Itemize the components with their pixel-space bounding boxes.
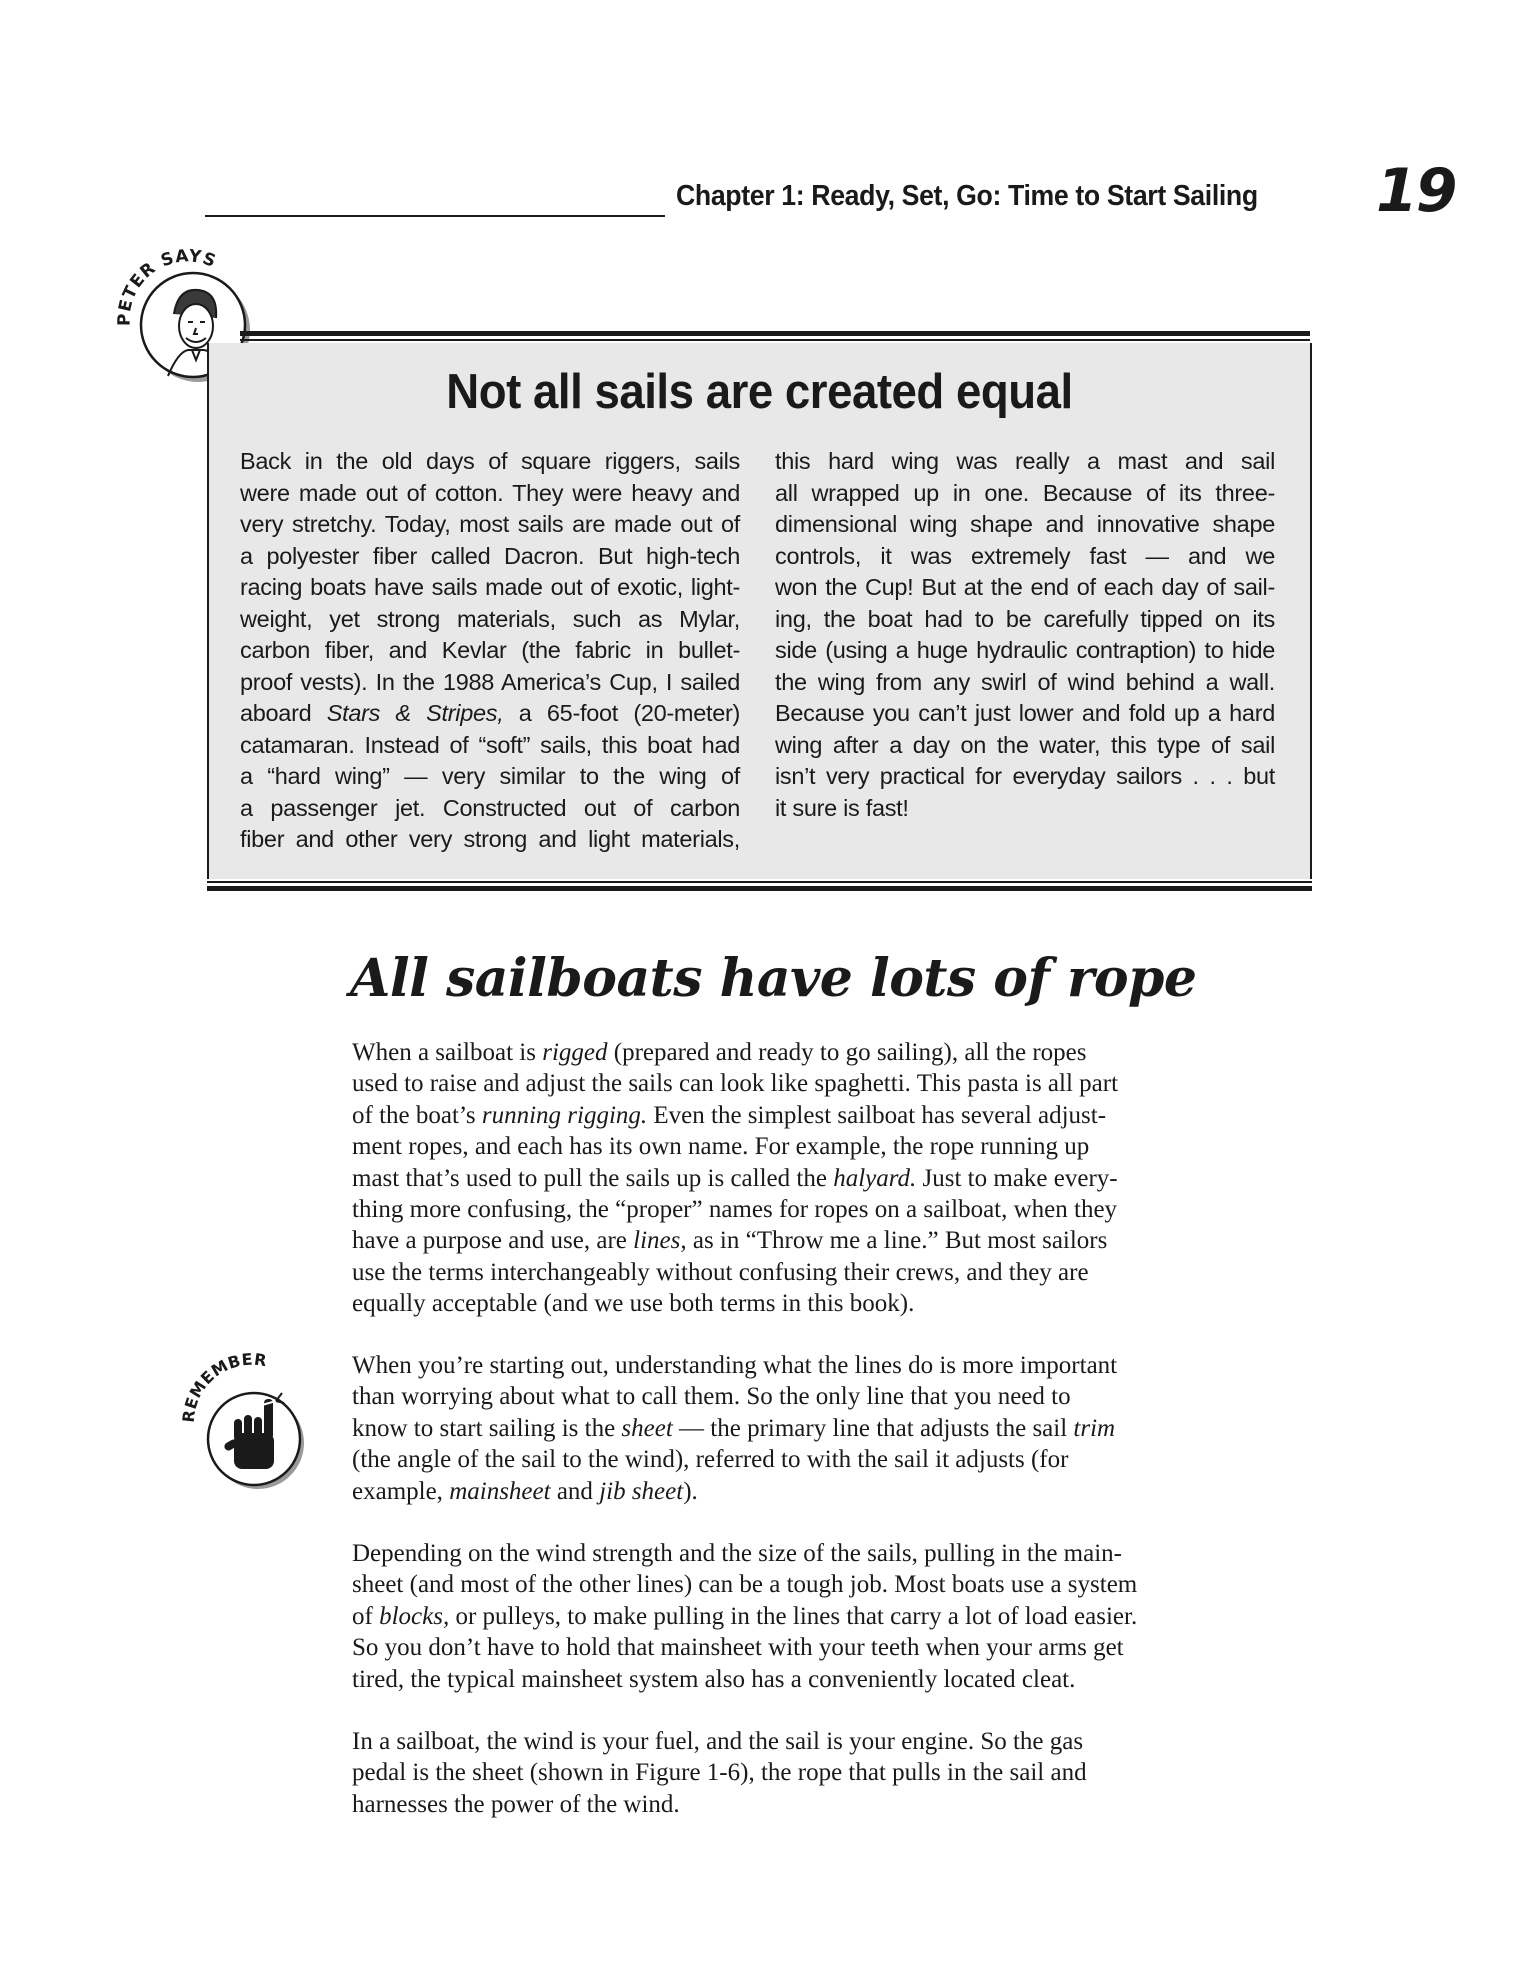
sidebar-line: side (using a huge hydraulic contraption) to hide [775, 637, 1275, 663]
text: When a sailboat is [352, 1039, 536, 1066]
sidebar-line: a “hard wing” — very similar to the wing of [240, 763, 740, 789]
text-line [352, 1163, 1312, 1194]
sidebar-line: very stretchy. Today, most sails are made out of [240, 511, 740, 537]
text: — the primary line that adjusts the sail [679, 1414, 1068, 1442]
section-heading: All sailboats have lots of rope [350, 948, 1197, 1009]
paragraph-blocks [352, 1538, 1312, 1695]
sidebar-line: it sure is fast! [775, 794, 909, 821]
text: and [556, 1477, 593, 1505]
term: mainsheet [449, 1477, 551, 1505]
text-line [352, 1100, 1312, 1131]
term: halyard. [833, 1164, 917, 1192]
sidebar-line: the wing from any swirl of wind behind a wall. [775, 668, 1275, 695]
text: or pulleys, to make pulling in the lines that carry a lot of load easier. [455, 1602, 1138, 1630]
text: ). [683, 1477, 698, 1505]
sidebar-line [240, 698, 740, 730]
sidebar-line: fiber and other very strong and light materials, [240, 826, 740, 852]
peter-says-label: PETER SAYS [114, 248, 220, 327]
text-line: harnesses the power of the wind. [352, 1790, 680, 1818]
sidebar-top-rule-thick [240, 331, 1310, 336]
sidebar-text: aboard [240, 700, 312, 726]
remember-icon [176, 1345, 326, 1495]
sidebar-line: were made out of cotton. They were heavy and [240, 479, 740, 506]
text-line: Depending on the wind strength and the size of the sails, pulling in the main- [352, 1540, 1122, 1567]
text: (prepared and ready to go sailing), all the ropes [613, 1039, 1087, 1066]
page-number: 19 [1376, 156, 1456, 226]
chapter-title: Chapter 1: Ready, Set, Go: Time to Start Sailing [676, 180, 1258, 212]
text-line: When you’re starting out, understanding what the lines do is more important [352, 1352, 1118, 1379]
sidebar-line: dimensional wing shape and innovative shape [775, 511, 1275, 537]
sidebar-line: Because you can’t just lower and fold up a hard [775, 700, 1275, 726]
text-line [352, 1037, 1312, 1068]
term: trim [1073, 1414, 1116, 1442]
text-line: than worrying about what to call them. So the only line that you need to [352, 1383, 1071, 1411]
text: have a purpose and use, are [352, 1227, 627, 1255]
text-line: ment ropes, and each has its own name. For example, the rope running up [352, 1133, 1090, 1161]
sidebar-column-left [240, 446, 740, 856]
remember-label: REMEMBER [178, 1349, 269, 1424]
text-line: equally acceptable (and we use both terms in this book). [352, 1290, 915, 1318]
header-rule [205, 215, 665, 217]
text-line: tired, the typical mainsheet system also has a conveniently located cleat. [352, 1665, 1076, 1693]
text-line: used to raise and adjust the sails can look like spaghetti. This pasta is all part [352, 1070, 1119, 1098]
text-line [352, 1413, 1312, 1444]
sidebar-top-rule-thin [240, 339, 1310, 341]
sidebar-line: wing after a day on the water, this type of sail [775, 731, 1275, 758]
sidebar-line: catamaran. Instead of “soft” sails, this boat had [240, 731, 740, 758]
paragraph-running-rigging [352, 1037, 1312, 1320]
sidebar-text: a 65-foot (20-meter) [518, 700, 741, 726]
term: lines, [633, 1227, 687, 1255]
text: as in “Throw me a line.” But most sailors [692, 1227, 1108, 1255]
text-line [352, 1601, 1312, 1632]
sidebar-bottom-rule-thin [207, 881, 1312, 883]
sidebar-line: Back in the old days of square riggers, sails [240, 448, 740, 474]
text-line: (the angle of the sail to the wind), referred to with the sail it adjusts (for [352, 1446, 1069, 1474]
sidebar-line: a passenger jet. Constructed out of carbon [240, 794, 740, 821]
sidebar-line: controls, it was extremely fast — and we [775, 542, 1275, 569]
text-line: use the terms interchangeably without confusing their crews, and they are [352, 1258, 1089, 1286]
sidebar-line: ing, the boat had to be carefully tipped on its [775, 605, 1275, 632]
text: Even the simplest sailboat has several adjust- [653, 1101, 1107, 1129]
text: of [352, 1602, 373, 1630]
sidebar-line: carbon fiber, and Kevlar (the fabric in bullet- [240, 637, 740, 663]
sidebar-title: Not all sails are created equal [446, 365, 1073, 419]
paragraph-wind-fuel [352, 1726, 1312, 1820]
text-line: pedal is the sheet (shown in Figure 1-6), the rope that pulls in the sail and [352, 1759, 1087, 1787]
text: example, [352, 1477, 443, 1505]
boat-name: Stars & Stripes, [326, 700, 504, 726]
sidebar-line: won the Cup! But at the end of each day of sail- [775, 574, 1275, 600]
sidebar-line: isn’t very practical for everyday sailors . . . but [775, 763, 1275, 789]
paragraph-sheet [352, 1350, 1312, 1507]
sidebar-line: a polyester fiber called Dacron. But high-tech [240, 542, 740, 569]
term: jib sheet [599, 1477, 684, 1505]
text-line: So you don’t have to hold that mainsheet with your teeth when your arms get [352, 1634, 1124, 1662]
sidebar-line: weight, yet strong materials, such as Mylar, [240, 605, 740, 632]
text-line: In a sailboat, the wind is your fuel, and the sail is your engine. So the gas [352, 1728, 1084, 1755]
sidebar-line: proof vests). In the 1988 America’s Cup, I sailed [240, 668, 740, 695]
term: blocks, [379, 1602, 450, 1630]
text: of the boat’s [352, 1101, 476, 1129]
sidebar-line: all wrapped up in one. Because of its three- [775, 479, 1275, 506]
text: know to start sailing is the [352, 1414, 616, 1442]
text-line: sheet (and most of the other lines) can be a tough job. Most boats use a system [352, 1571, 1138, 1599]
term: rigged [542, 1039, 608, 1066]
sidebar-column-right [775, 446, 1275, 824]
text-line [352, 1225, 1312, 1256]
text: Just to make every- [922, 1164, 1118, 1192]
text: mast that’s used to pull the sails up is called the [352, 1164, 827, 1192]
sidebar-line: this hard wing was really a mast and sail [775, 448, 1275, 474]
sidebar-line: racing boats have sails made out of exotic, light- [240, 574, 740, 600]
sidebar-bottom-rule-thick [207, 886, 1312, 891]
term: sheet [621, 1414, 673, 1442]
term: running rigging. [481, 1101, 648, 1129]
text-line [352, 1476, 1312, 1507]
text-line: thing more confusing, the “proper” names for ropes on a sailboat, when they [352, 1196, 1118, 1224]
